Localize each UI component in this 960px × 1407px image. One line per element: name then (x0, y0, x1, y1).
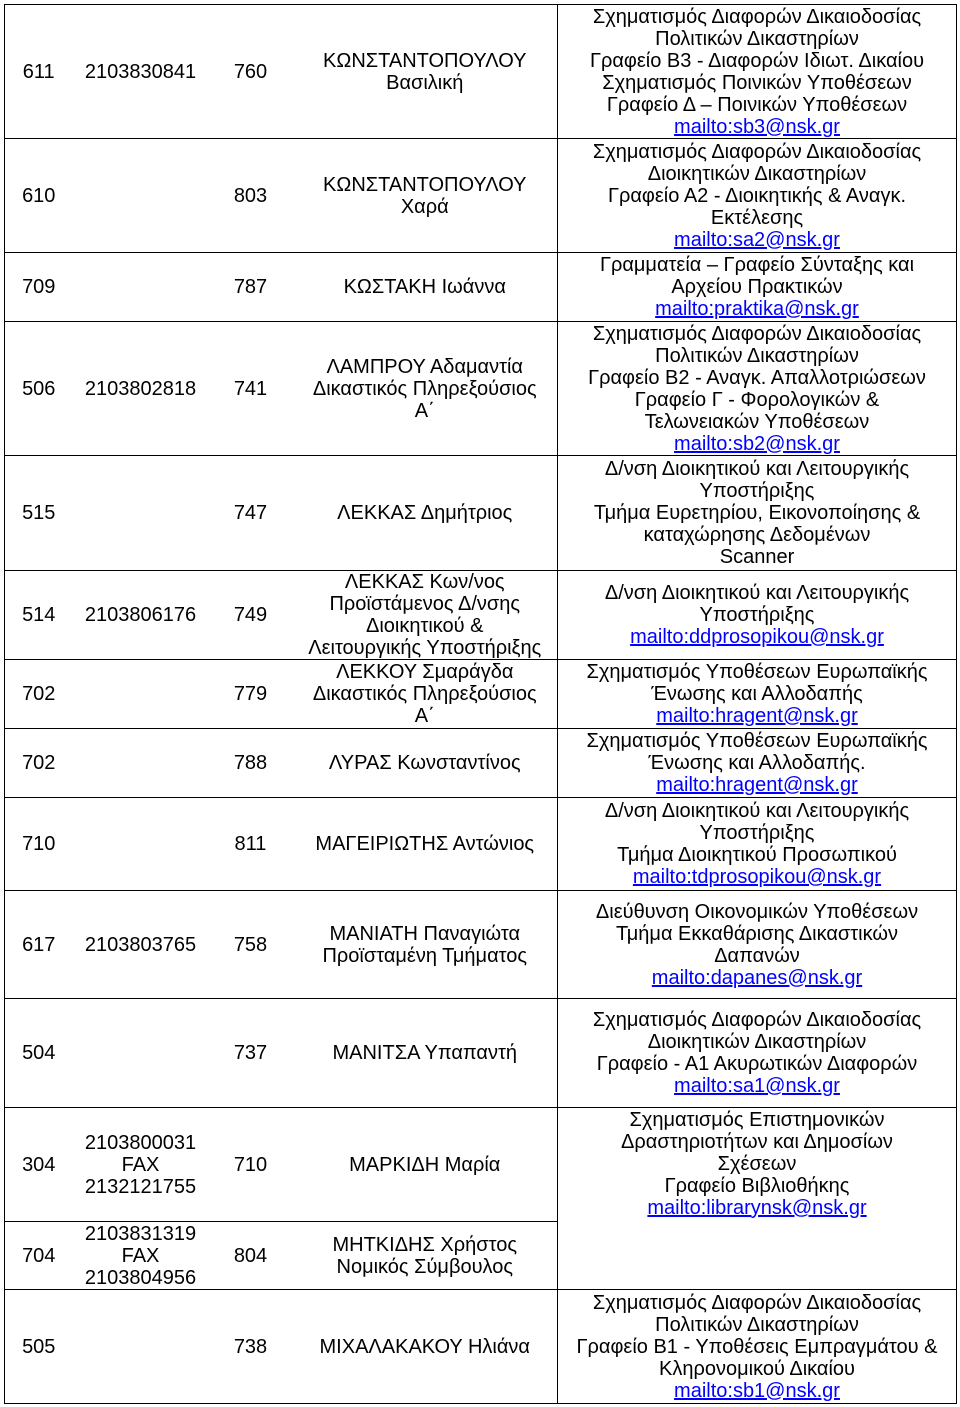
department-line: Γραφείο Βιβλιοθήκης (664, 1175, 850, 1197)
room-number: 515 (5, 456, 73, 571)
employee-name: ΛΕΚΚΑΣ Δημήτριος (337, 502, 513, 524)
email-link[interactable]: mailto:sb3@nsk.gr (674, 115, 840, 138)
extension-number: 741 (209, 322, 293, 456)
email-link[interactable]: mailto:sb1@nsk.gr (674, 1379, 840, 1402)
phone-cell (73, 1222, 209, 1290)
employee-name-cell (293, 5, 558, 139)
department-line: Σχηματισμός Διαφορών Δικαιοδοσίας (592, 5, 922, 28)
employee-name: ΛΑΜΠΡΟΥ Αδαμαντία (326, 355, 523, 378)
table-row (5, 139, 957, 253)
room-number: 704 (5, 1222, 73, 1290)
department-line: Τμήμα Εκκαθάρισης Δικαστικών (616, 922, 898, 945)
extension-number: 811 (209, 798, 293, 891)
room-number: 506 (5, 322, 73, 456)
room-number: 617 (5, 891, 73, 999)
room-number: 505 (5, 1290, 73, 1404)
department-line: Σχηματισμός Επιστημονικών (629, 1109, 885, 1131)
table-row (5, 1290, 957, 1404)
department-line: Γραμματεία – Γραφείο Σύνταξης και (599, 254, 915, 276)
room-number: 709 (5, 253, 73, 322)
department-line: Σχηματισμός Υποθέσεων Ευρωπαϊκής (586, 730, 928, 752)
employee-name-cell (293, 798, 558, 891)
phone-cell (73, 5, 209, 139)
employee-name-line: Προϊσταμένη Τμήματος (322, 944, 528, 967)
employee-name-line: Διοικητικού & (365, 615, 484, 637)
email-link[interactable]: mailto:hragent@nsk.gr (656, 705, 858, 727)
employee-name-line: Α΄ (414, 399, 435, 422)
department-line: Εκτέλεσης (710, 206, 804, 229)
extension-number: 737 (209, 999, 293, 1108)
department-line: Γραφείο Β3 - Διαφορών Ιδιωτ. Δικαίου (589, 49, 925, 72)
department-cell (558, 660, 957, 729)
email-link[interactable]: mailto:librarynsk@nsk.gr (647, 1197, 867, 1219)
room-number: 702 (5, 729, 73, 798)
department-cell (558, 1290, 957, 1404)
department-line: Δ/νση Διοικητικού και Λειτουργικής (604, 458, 910, 480)
fax-number: 2132121755 (84, 1175, 197, 1198)
department-cell (558, 571, 957, 660)
employee-name-line: Δικαστικός Πληρεξούσιος (312, 377, 537, 400)
department-line: Πολιτικών Δικαστηρίων (655, 27, 859, 50)
room-number: 610 (5, 139, 73, 253)
employee-name-cell (293, 891, 558, 999)
phone-cell (73, 1290, 209, 1404)
department-line: Κληρονομικού Δικαίου (659, 1357, 855, 1380)
phone-cell (73, 999, 209, 1108)
room-number: 702 (5, 660, 73, 729)
employee-name-cell (293, 139, 558, 253)
employee-name-cell (293, 571, 558, 660)
table-row (5, 322, 957, 456)
staff-directory-table (4, 4, 957, 1404)
department-line: Δαπανών (714, 944, 800, 967)
phone-cell (73, 729, 209, 798)
email-link[interactable]: mailto:sa1@nsk.gr (674, 1075, 840, 1097)
department-line: Γραφείο Γ - Φορολογικών & (634, 388, 880, 411)
employee-name-cell (293, 1222, 558, 1290)
department-line: Scanner (719, 546, 795, 568)
department-line: Τμήμα Ευρετηρίου, Εικονοποίησης & (593, 502, 921, 524)
employee-name-line: Νομικός Σύμβουλος (336, 1255, 513, 1278)
employee-name-cell (293, 322, 558, 456)
table-row (5, 891, 957, 999)
phone-cell (73, 891, 209, 999)
table-row (5, 660, 957, 729)
employee-name: ΚΩΝΣΤΑΝΤΟΠΟΥΛΟΥ (323, 49, 527, 72)
employee-name-cell (293, 253, 558, 322)
employee-name-cell (293, 456, 558, 571)
email-link[interactable]: mailto:dapanes@nsk.gr (651, 966, 863, 989)
department-line: Διοικητικών Δικαστηρίων (647, 162, 867, 185)
department-line: Δ/νση Διοικητικού και Λειτουργικής (604, 582, 910, 604)
department-line: Τμήμα Διοικητικού Προσωπικού (617, 844, 897, 866)
extension-number: 760 (209, 5, 293, 139)
department-cell (558, 1108, 957, 1290)
extension-number: 747 (209, 456, 293, 571)
phone-number: 2103800031 (84, 1131, 197, 1154)
phone-cell (73, 456, 209, 571)
table-row (5, 999, 957, 1108)
department-cell (558, 253, 957, 322)
extension-number: 779 (209, 660, 293, 729)
employee-name-line: Χαρά (400, 195, 449, 218)
employee-name-line: Βασιλική (386, 71, 464, 94)
department-line: Δ/νση Διοικητικού και Λειτουργικής (604, 800, 910, 822)
phone-cell (73, 571, 209, 660)
employee-name-line: Προϊστάμενος Δ/νσης (329, 593, 521, 615)
department-cell (558, 322, 957, 456)
department-line: Γραφείο Α2 - Διοικητικής & Αναγκ. (607, 184, 907, 207)
department-line: Γραφείο - Α1 Ακυρωτικών Διαφορών (596, 1053, 918, 1075)
extension-number: 787 (209, 253, 293, 322)
department-line: Αρχείου Πρακτικών (671, 276, 843, 298)
room-number: 514 (5, 571, 73, 660)
employee-name-line: Δικαστικός Πληρεξούσιος (312, 683, 537, 705)
table-row (5, 5, 957, 139)
employee-name: ΚΩΣΤΑΚΗ Ιωάννα (343, 276, 506, 298)
email-link[interactable]: mailto:hragent@nsk.gr (656, 774, 858, 796)
phone-cell (73, 253, 209, 322)
department-cell (558, 891, 957, 999)
table-row (5, 456, 957, 571)
employee-name-cell (293, 729, 558, 798)
table-row (5, 798, 957, 891)
extension-number: 758 (209, 891, 293, 999)
department-cell (558, 5, 957, 139)
phone-number: 2103830841 (84, 60, 197, 83)
phone-cell (73, 1108, 209, 1222)
employee-name: ΜΑΡΚΙΔΗ Μαρία (349, 1153, 501, 1176)
employee-name-line: Λειτουργικής Υποστήριξης (308, 637, 542, 659)
department-cell (558, 999, 957, 1108)
employee-name-cell (293, 1290, 558, 1404)
phone-number: 2103803765 (84, 933, 197, 956)
department-line: Ένωσης και Αλλοδαπής. (648, 752, 866, 774)
employee-name: ΜΙΧΑΛΑΚΑΚΟΥ Ηλιάνα (319, 1335, 530, 1358)
department-line: Σχηματισμός Διαφορών Δικαιοδοσίας (592, 322, 922, 345)
employee-name-cell (293, 999, 558, 1108)
table-row (5, 571, 957, 660)
employee-name: ΛΥΡΑΣ Κωνσταντίνος (328, 752, 521, 774)
email-link[interactable]: mailto:sb2@nsk.gr (674, 432, 840, 455)
department-line: Γραφείο Β2 - Αναγκ. Απαλλοτριώσεων (588, 366, 926, 389)
extension-number: 738 (209, 1290, 293, 1404)
department-line: Διεύθυνση Οικονομικών Υποθέσεων (595, 900, 919, 923)
employee-name-cell (293, 1108, 558, 1222)
phone-cell (73, 660, 209, 729)
employee-name: ΛΕΚΚΟΥ Σμαράγδα (336, 661, 514, 683)
phone-number: 2103802818 (84, 377, 197, 400)
extension-number: 749 (209, 571, 293, 660)
fax-label: FAX (121, 1153, 160, 1176)
room-number: 611 (5, 5, 73, 139)
phone-number: 2103806176 (84, 604, 197, 626)
department-cell (558, 729, 957, 798)
department-line: Υποστήριξης (699, 604, 815, 626)
fax-label: FAX (121, 1244, 160, 1267)
department-line: καταχώρησης Δεδομένων (643, 524, 871, 546)
email-link[interactable]: mailto:tdprosopikou@nsk.gr (632, 866, 882, 888)
extension-number: 804 (209, 1222, 293, 1290)
department-line: Σχέσεων (717, 1153, 797, 1175)
department-line: Πολιτικών Δικαστηρίων (655, 344, 859, 367)
room-number: 304 (5, 1108, 73, 1222)
table-row (5, 1108, 957, 1222)
phone-number: 2103831319 (84, 1222, 197, 1245)
department-line: Γραφείο Δ – Ποινικών Υποθέσεων (606, 93, 908, 116)
department-line: Σχηματισμός Διαφορών Δικαιοδοσίας (592, 140, 922, 163)
department-line: Τελωνειακών Υποθέσεων (644, 410, 870, 433)
extension-number: 803 (209, 139, 293, 253)
employee-name: ΜΑΝΙΤΣΑ Υπαπαντή (332, 1042, 518, 1064)
fax-number: 2103804956 (84, 1266, 197, 1289)
department-line: Ένωσης και Αλλοδαπής (651, 683, 863, 705)
department-line: Υποστήριξης (699, 822, 815, 844)
email-link[interactable]: mailto:ddprosopikou@nsk.gr (630, 626, 884, 648)
department-line: Σχηματισμός Ποινικών Υποθέσεων (602, 71, 912, 94)
department-line: Σχηματισμός Διαφορών Δικαιοδοσίας (592, 1291, 922, 1314)
phone-cell (73, 322, 209, 456)
phone-cell (73, 139, 209, 253)
table-row (5, 253, 957, 322)
extension-number: 710 (209, 1108, 293, 1222)
department-line: Σχηματισμός Διαφορών Δικαιοδοσίας (592, 1009, 922, 1031)
department-cell (558, 456, 957, 571)
department-line: Σχηματισμός Υποθέσεων Ευρωπαϊκής (586, 661, 928, 683)
department-line: Δραστηριοτήτων και Δημοσίων (621, 1131, 893, 1153)
employee-name-line: Α΄ (414, 705, 435, 727)
department-line: Υποστήριξης (699, 480, 815, 502)
employee-name-cell (293, 660, 558, 729)
employee-name: ΜΑΝΙΑΤΗ Παναγιώτα (329, 922, 521, 945)
room-number: 710 (5, 798, 73, 891)
department-line: Πολιτικών Δικαστηρίων (655, 1313, 859, 1336)
room-number: 504 (5, 999, 73, 1108)
employee-name: ΜΗΤΚΙΔΗΣ Χρήστος (332, 1233, 517, 1256)
phone-cell (73, 798, 209, 891)
department-line: Γραφείο Β1 - Υποθέσεις Εμπραγμάτου & (576, 1335, 938, 1358)
extension-number: 788 (209, 729, 293, 798)
employee-name: ΚΩΝΣΤΑΝΤΟΠΟΥΛΟΥ (323, 173, 527, 196)
department-line: Διοικητικών Δικαστηρίων (647, 1031, 867, 1053)
department-cell (558, 798, 957, 891)
department-cell (558, 139, 957, 253)
employee-name: ΜΑΓΕΙΡΙΩΤΗΣ Αντώνιος (315, 833, 535, 855)
table-row (5, 729, 957, 798)
employee-name: ΛΕΚΚΑΣ Κων/νος (344, 571, 505, 593)
email-link[interactable]: mailto:sa2@nsk.gr (674, 228, 840, 251)
email-link[interactable]: mailto:praktika@nsk.gr (655, 298, 859, 320)
